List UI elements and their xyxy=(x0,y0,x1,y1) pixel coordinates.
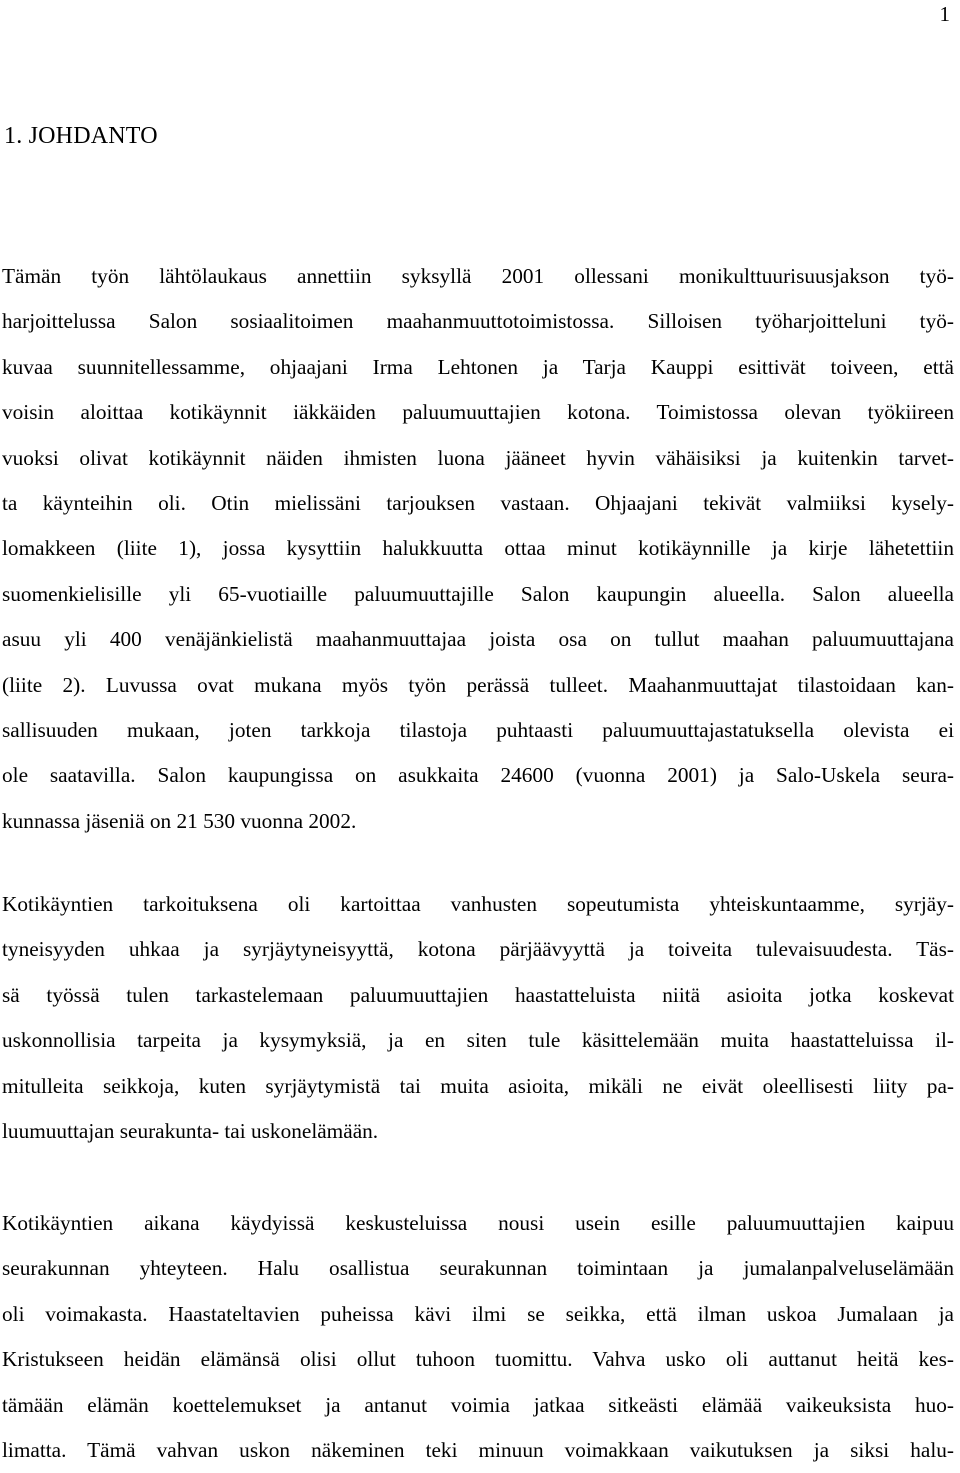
text-line: (liite 2). Luvussa ovat mukana myös työn perässä tulleet. Maahanmuuttajat tilastoidaan kan- xyxy=(2,672,954,697)
text-line: kunnassa jäseniä on 21 530 vuonna 2002. xyxy=(2,808,357,833)
text-line: uskonnollisia tarpeita ja kysymyksiä, ja en siten tule käsittelemään muita haastatteluissa il- xyxy=(2,1028,954,1053)
page-number: 1 xyxy=(939,2,950,26)
text-line: voisin aloittaa kotikäynnit iäkkäiden paluumuuttajien kotona. Toimistossa olevan työkiireen xyxy=(2,400,954,425)
text-line: mitulleita seikkoja, kuten syrjäytymistä tai muita asioita, mikäli ne eivät oleellisesti liity pa- xyxy=(2,1073,954,1098)
text-line: seurakunnan yhteyteen. Halu osallistua seurakunnan toimintaan ja jumalanpalveluselämään xyxy=(2,1256,954,1281)
text-line: asuu yli 400 venäjänkielistä maahanmuuttajaa joista osa on tullut maahan paluumuuttajana xyxy=(2,627,954,652)
text-line: limatta. Tämä vahvan uskon näkeminen teki minuun voimakkaan vaikutuksen ja siksi halu- xyxy=(2,1437,954,1462)
paragraph-2 xyxy=(2,882,954,1154)
chapter-heading: 1. JOHDANTO xyxy=(4,123,158,149)
text-line: tämään elämän koettelemukset ja antanut voimia jatkaa sitkeästi elämää vaikeuksista huo- xyxy=(2,1392,954,1417)
text-line: ta käynteihin oli. Otin mielissäni tarjouksen vastaan. Ohjaajani tekivät valmiiksi kysely- xyxy=(2,490,954,515)
paragraph-3 xyxy=(2,1201,954,1473)
text-line: Kotikäyntien tarkoituksena oli kartoittaa vanhusten sopeutumista yhteiskuntaamme, syrjäy- xyxy=(2,892,954,916)
text-line: kuvaa suunnitellessamme, ohjaajani Irma Lehtonen ja Tarja Kauppi esittivät toiveen, että xyxy=(2,354,954,379)
text-line: sallisuuden mukaan, joten tarkkoja tilastoja puhtaasti paluumuuttajastatuksella olevista ei xyxy=(2,717,954,742)
text-line: harjoittelussa Salon sosiaalitoimen maahanmuuttotoimistossa. Silloisen työharjoitteluni työ- xyxy=(2,309,954,334)
text-line: oli voimakasta. Haastateltavien puheissa kävi ilmi se seikka, että ilman uskoa Jumalaan ja xyxy=(2,1301,954,1326)
text-line: tyneisyyden uhkaa ja syrjäytyneisyyttä, kotona pärjäävyyttä ja toiveita tulevaisuudesta. Täs- xyxy=(2,937,954,962)
paragraph-1 xyxy=(2,254,954,844)
text-line: Kristukseen heidän elämänsä olisi ollut tuhoon tuomittu. Vahva usko oli auttanut heitä kes- xyxy=(2,1347,954,1372)
text-line: ole saatavilla. Salon kaupungissa on asukkaita 24600 (vuonna 2001) ja Salo-Uskela seura- xyxy=(2,763,954,788)
text-line: suomenkielisille yli 65-vuotiaille paluumuuttajille Salon kaupungin alueella. Salon alueella xyxy=(2,581,954,606)
text-line: Tämän työn lähtölaukaus annettiin syksyllä 2001 ollessani monikulttuurisuusjakson työ- xyxy=(2,264,954,288)
text-line: vuoksi olivat kotikäynnit näiden ihmisten luona jääneet hyvin vähäisiksi ja kuitenkin tarvet- xyxy=(2,445,954,470)
text-line: sä työssä tulen tarkastelemaan paluumuuttajien haastatteluista niitä asioita jotka koskevat xyxy=(2,982,954,1007)
text-line: lomakkeen (liite 1), jossa kysyttiin halukkuutta ottaa minut kotikäynnille ja kirje lähetettiin xyxy=(2,536,954,561)
text-line: Kotikäyntien aikana käydyissä keskusteluissa nousi usein esille paluumuuttajien kaipuu xyxy=(2,1211,954,1235)
text-line: luumuuttajan seurakunta- tai uskonelämään. xyxy=(2,1118,379,1143)
